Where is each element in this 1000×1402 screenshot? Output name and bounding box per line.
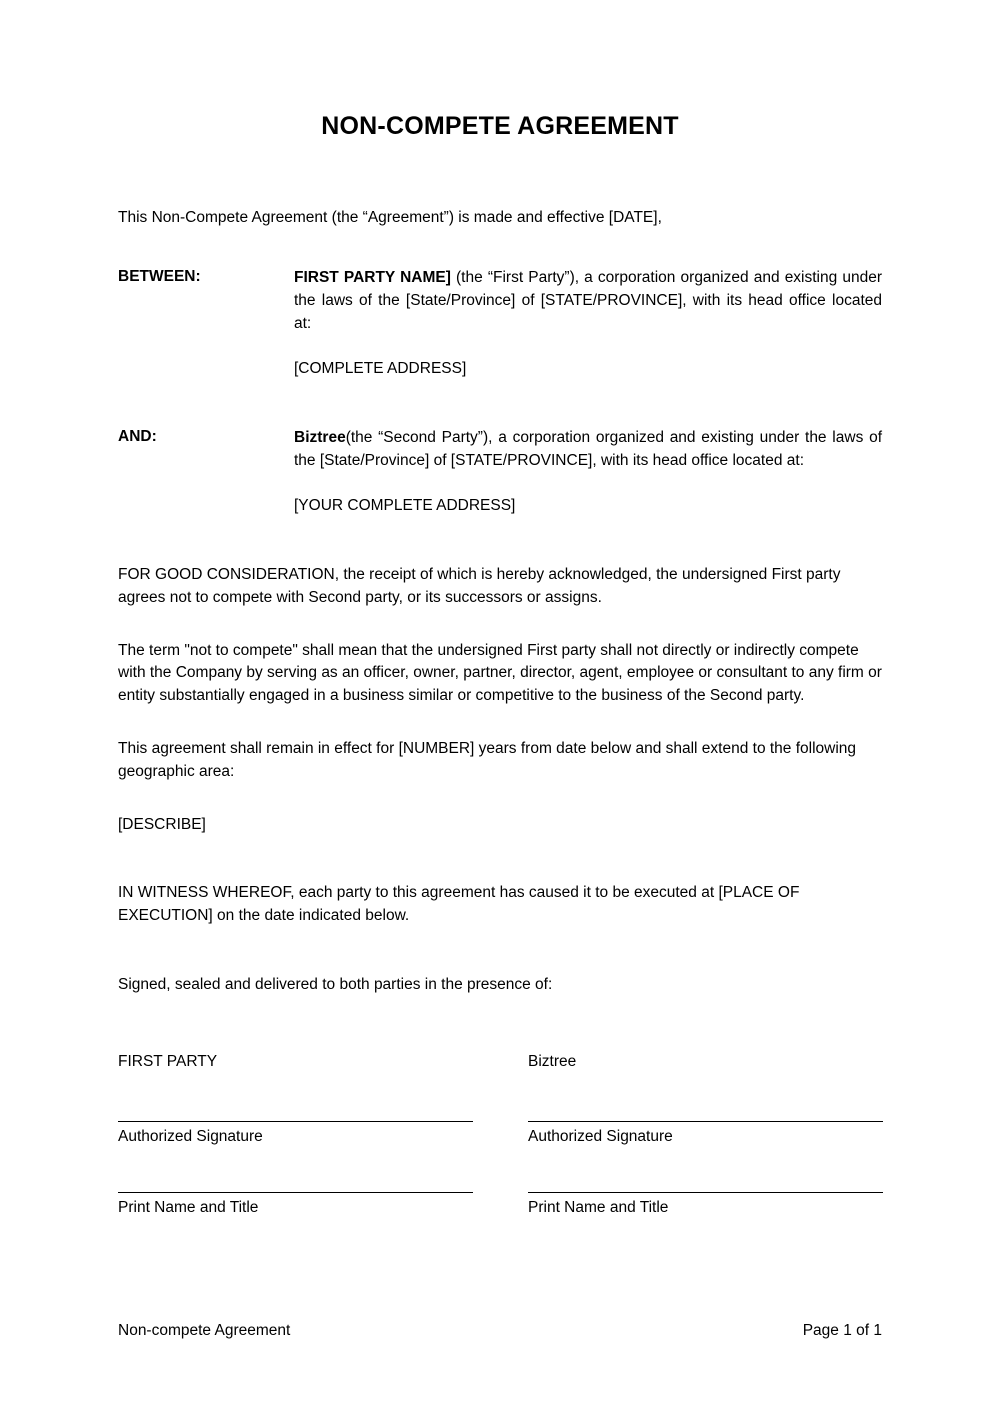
print-caption-second: Print Name and Title <box>528 1198 669 1216</box>
document-page <box>0 112 1000 1402</box>
party-first-text <box>294 267 882 381</box>
body-paragraph-term: This agreement shall remain in effect for [NUMBER] years from date below and shall extend to the following geographic area: <box>118 739 857 780</box>
signature-line-row <box>118 1121 882 1146</box>
party-first-address: [COMPLETE ADDRESS] <box>294 360 467 378</box>
page-title: NON-COMPETE AGREEMENT <box>321 112 679 140</box>
print-name-row <box>118 1192 882 1217</box>
body-paragraph-consideration: FOR GOOD CONSIDERATION, the receipt of which is hereby acknowledged, the undersigned First party agrees not to compete with Second party, or its successors or assigns. <box>118 566 841 606</box>
signature-caption-second: Authorized Signature <box>528 1127 673 1145</box>
party-label-and: AND: <box>118 428 157 446</box>
party-block-first <box>118 267 882 381</box>
footer-page-number: Page 1 of 1 <box>802 1322 882 1339</box>
signature-field-second[interactable] <box>528 1121 938 1146</box>
party-second-address: [YOUR COMPLETE ADDRESS] <box>294 497 516 515</box>
signature-field-first[interactable] <box>118 1121 528 1146</box>
signature-name-first: FIRST PARTY <box>118 1052 218 1070</box>
party-first-description: (the “First Party”), a corporation organized and existing under the laws of the [State/Province] of [STATE/PROVINCE], with its head office located at: <box>294 269 882 333</box>
body-paragraph-signed: Signed, sealed and delivered to both parties in the presence of: <box>118 975 553 993</box>
signature-rule <box>528 1121 883 1122</box>
signature-caption-first: Authorized Signature <box>118 1127 263 1145</box>
body-paragraph-describe: [DESCRIBE] <box>118 815 206 833</box>
page-footer <box>118 1322 882 1340</box>
party-second-text <box>294 427 882 518</box>
footer-document-name: Non-compete Agreement <box>118 1322 291 1339</box>
intro-paragraph: This Non-Compete Agreement (the “Agreement”) is made and effective [DATE], <box>118 209 662 226</box>
body-paragraph-not-to-compete: The term "not to compete" shall mean that the undersigned First party shall not directly or indirectly compete with the Company by serving as an officer, owner, partner, director, agent, employee or consultant to any firm or entity substantially engaged in a business similar or competitive to the business of the Second party. <box>118 641 882 705</box>
body-paragraph-witness: IN WITNESS WHEREOF, each party to this agreement has caused it to be executed at [PLACE OF EXECUTION] on the date indicated below. <box>118 884 800 925</box>
signature-party-names <box>118 1053 882 1071</box>
signature-name-second: Biztree <box>528 1052 577 1070</box>
party-second-name: Biztree <box>294 429 346 447</box>
party-label-between: BETWEEN: <box>118 268 201 286</box>
party-block-second <box>118 427 882 518</box>
print-rule <box>528 1192 883 1193</box>
print-field-first[interactable] <box>118 1192 528 1217</box>
print-field-second[interactable] <box>528 1192 938 1217</box>
signature-rule <box>118 1121 473 1122</box>
print-rule <box>118 1192 473 1193</box>
party-first-name: FIRST PARTY NAME] <box>294 269 451 287</box>
print-caption-first: Print Name and Title <box>118 1198 259 1216</box>
party-second-description: (the “Second Party”), a corporation organized and existing under the laws of the [State/Province] of [STATE/PROVINCE], with its head office located at: <box>294 429 882 470</box>
